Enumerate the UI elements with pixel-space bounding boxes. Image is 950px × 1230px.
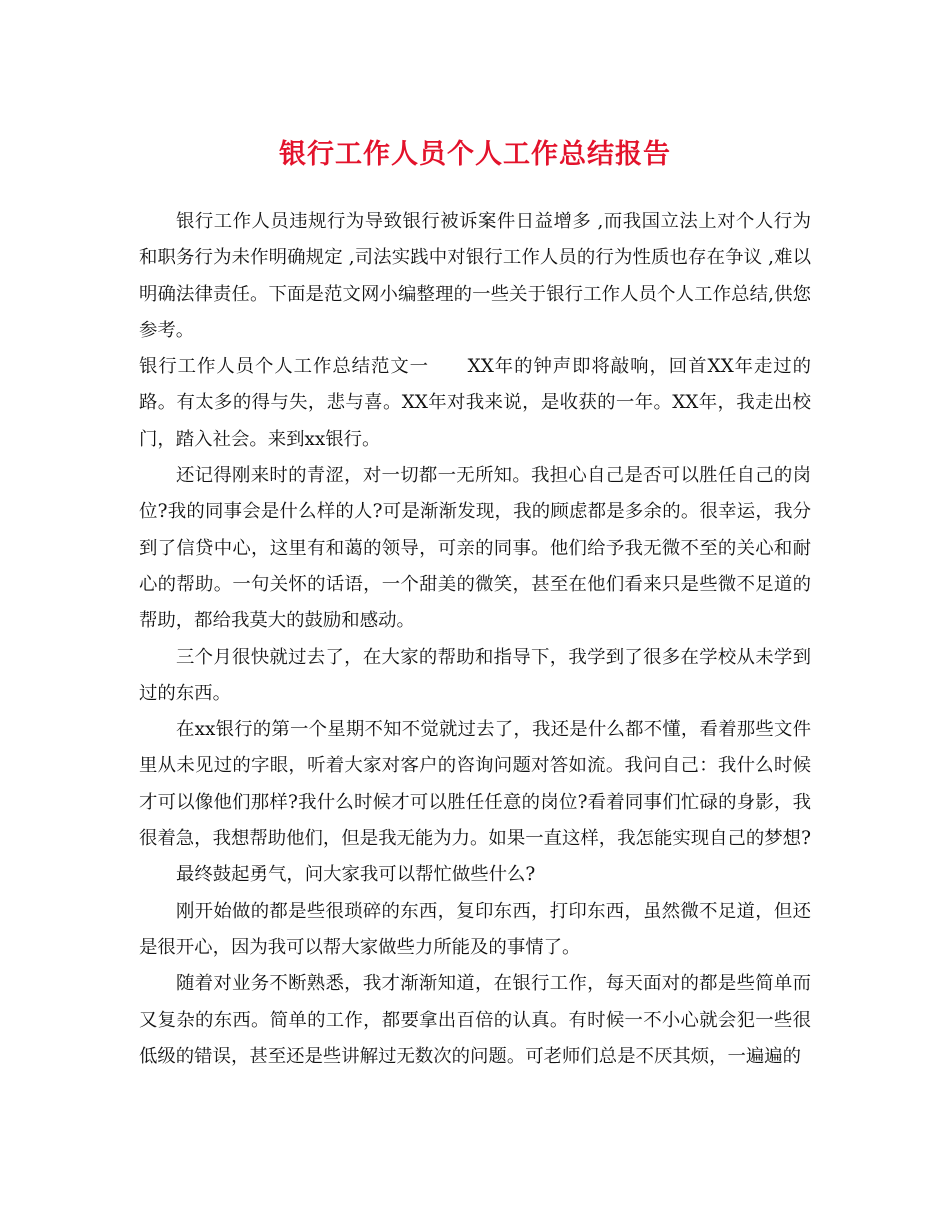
paragraph-sample-heading: 银行工作人员个人工作总结范文一 XX年的钟声即将敲响，回首XX年走过的路。有太多的得与失，悲与喜。XX年对我来说，是收获的一年。XX年，我走出校门，踏入社会。来到xx银行。	[139, 356, 811, 450]
document-title: 银行工作人员个人工作总结报告	[279, 139, 671, 170]
paragraph-first-days: 还记得刚来时的青涩，对一切都一无所知。我担心自己是否可以胜任自己的岗位?我的同事会是什么样的人?可是渐渐发现，我的顾虑都是多余的。很幸运，我分到了信贷中心，这里有和蔼的领导，可亲的同事。他们给予我无微不至的关心和耐心的帮助。一句关怀的话语，一个甜美的微笑，甚至在他们看来只是些微不足道的帮助，都给我莫大的鼓励和感动。	[139, 465, 811, 632]
paragraph-first-week: 在xx银行的第一个星期不知不觉就过去了，我还是什么都不懂，看着那些文件里从未见过的字眼，听着大家对客户的咨询问题对答如流。我问自己：我什么时候才可以像他们那样?我什么时候才可以胜任任意的岗位?看着同事们忙碌的身影，我很着急，我想帮助他们，但是我无能为力。如果一直这样，我怎能实现自己的梦想?	[139, 719, 811, 850]
paragraph-trivial-tasks: 刚开始做的都是些很琐碎的东西，复印东西，打印东西，虽然微不足道，但还是很开心，因为我可以帮大家做些力所能及的事情了。	[139, 900, 811, 958]
paragraph-business-familiarity: 随着对业务不断熟悉，我才渐渐知道，在银行工作，每天面对的都是些简单而又复杂的东西。简单的工作，都要拿出百倍的认真。有时候一不小心就会犯一些很低级的错误，甚至还是些讲解过无数次的问题。可老师们总是不厌其烦，一遍遍的	[139, 973, 811, 1067]
paragraph-intro: 银行工作人员违规行为导致银行被诉案件日益增多 ,而我国立法上对个人行为和职务行为未作明确规定 ,司法实践中对银行工作人员的行为性质也存在争议 ,难以明确法律责任。下面是范文网小编整理的一些关于银行工作人员个人工作总结,供您参考。	[139, 211, 811, 341]
paragraph-courage: 最终鼓起勇气，问大家我可以帮忙做些什么?	[176, 864, 536, 886]
document-body	[139, 204, 811, 1075]
paragraph-three-months: 三个月很快就过去了，在大家的帮助和指导下，我学到了很多在学校从未学到过的东西。	[139, 646, 811, 704]
